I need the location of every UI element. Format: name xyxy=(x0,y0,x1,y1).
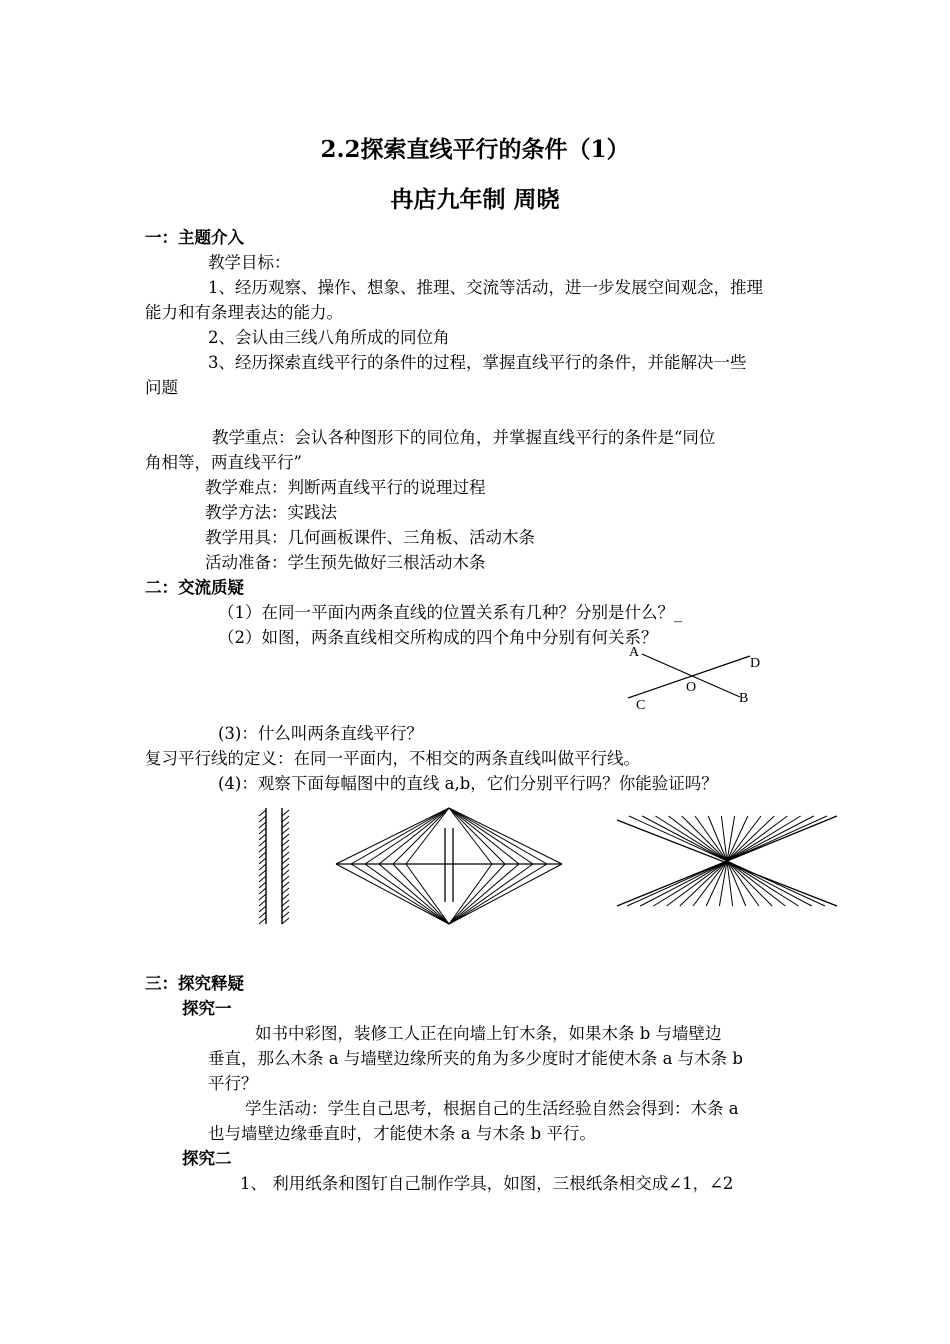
difficulty: 教学难点：判断两直线平行的说理过程 xyxy=(205,478,486,497)
hatch-mark xyxy=(259,876,266,882)
intersecting-lines-figure xyxy=(620,640,780,720)
hatch-mark xyxy=(282,918,289,924)
hatch-mark xyxy=(282,858,289,864)
rhombus-edge xyxy=(336,808,449,864)
hatch-mark xyxy=(282,900,289,906)
tools: 教学用具：几何画板课件、三角板、活动木条 xyxy=(205,528,535,547)
hatch-mark xyxy=(259,864,266,870)
hatch-mark xyxy=(282,816,289,822)
rhombus-edge xyxy=(406,864,449,924)
hatch-mark xyxy=(259,882,266,888)
label-c: C xyxy=(636,698,646,713)
hatch-mark xyxy=(259,846,266,852)
hatch-mark xyxy=(282,846,289,852)
method: 教学方法：实践法 xyxy=(205,503,337,522)
hatch-mark xyxy=(259,816,266,822)
rhombus-edge xyxy=(449,864,562,924)
label-d: D xyxy=(750,656,761,671)
rhombus-edge xyxy=(351,808,449,864)
rhombus-edge xyxy=(449,808,492,864)
section2-heading: 二：交流质疑 xyxy=(145,578,244,597)
explore-1-p1-line-b: 垂直，那么木条 a 与墙壁边缘所夹的角为多少度时才能使木条 a 与木条 b xyxy=(208,1049,743,1068)
rhombus-edge xyxy=(449,864,492,924)
hatch-mark xyxy=(259,912,266,918)
fan-lines-illusion-figure xyxy=(615,806,840,921)
hatch-mark xyxy=(259,828,266,834)
question-4: (4)：观察下面每幅图中的直线 a,b，它们分别平行吗？你能验证吗？ xyxy=(218,774,718,793)
rhombus-edge xyxy=(449,864,533,924)
explore-1-p1-line-a: 如书中彩图，装修工人正在向墙上钉木条，如果木条 b 与墙壁边 xyxy=(255,1024,722,1043)
document-subtitle: 冉店九年制 周晓 xyxy=(390,186,560,213)
hatch-mark xyxy=(282,888,289,894)
hatch-mark xyxy=(259,870,266,876)
hatch-mark xyxy=(282,840,289,846)
rhombus-edge xyxy=(393,864,449,924)
explore-1-heading: 探究一 xyxy=(182,999,232,1018)
hatched-parallel-lines-figure xyxy=(248,806,300,926)
document-title: 2.2探索直线平行的条件（1） xyxy=(320,136,630,163)
hatch-mark xyxy=(259,822,266,828)
explore-1-p2-line-a: 学生活动：学生自己思考，根据自己的生活经验自然会得到：木条 a xyxy=(245,1099,739,1118)
hatch-mark xyxy=(282,810,289,816)
section1-heading: 一：主题介入 xyxy=(145,228,244,247)
rhombus-edge xyxy=(379,864,449,924)
goal-3-line-a: 3、经历探索直线平行的条件的过程，掌握直线平行的条件，并能解决一些 xyxy=(208,353,747,372)
hatched-line-right xyxy=(282,808,289,924)
rhombus-edge xyxy=(449,864,547,924)
hatch-mark xyxy=(282,834,289,840)
explore-1-p2-line-b: 也与墙壁边缘垂直时，才能使木条 a 与木条 b 平行。 xyxy=(208,1124,596,1143)
rhombus-edge xyxy=(449,808,562,864)
rhombus-edge xyxy=(449,808,505,864)
question-3: (3)：什么叫两条直线平行？ xyxy=(218,724,423,743)
rhombus-edge xyxy=(365,808,449,864)
teaching-goal-label: 教学目标： xyxy=(208,253,291,272)
hatch-mark xyxy=(282,870,289,876)
hatched-line-left xyxy=(259,808,266,924)
hatch-mark xyxy=(282,882,289,888)
goal-1-line-a: 1、经历观察、操作、想象、推理、交流等活动，进一步发展空间观念，推理 xyxy=(208,278,763,297)
explore-2-heading: 探究二 xyxy=(182,1149,232,1168)
section3-heading: 三：探究释疑 xyxy=(145,974,244,993)
hatch-mark xyxy=(259,888,266,894)
rhombus-edge xyxy=(406,808,449,864)
question-1: （1）在同一平面内两条直线的位置关系有几种？分别是什么？_ xyxy=(218,603,683,622)
explore-1-p1-line-c: 平行？ xyxy=(208,1074,258,1093)
rhombus-edge xyxy=(365,864,449,924)
rhombus-edge xyxy=(449,864,505,924)
question-2: （2）如图，两条直线相交所构成的四个角中分别有何关系？ xyxy=(218,628,658,647)
parallel-definition: 复习平行线的定义：在同一平面内，不相交的两条直线叫做平行线。 xyxy=(145,749,640,768)
hatch-mark xyxy=(259,906,266,912)
hatch-mark xyxy=(282,912,289,918)
hatch-mark xyxy=(282,894,289,900)
hatch-mark xyxy=(282,864,289,870)
nested-rhombus-lines xyxy=(336,808,562,924)
label-b: B xyxy=(739,691,749,706)
label-a: A xyxy=(629,645,640,660)
hatch-mark xyxy=(282,906,289,912)
hatch-mark xyxy=(282,828,289,834)
hatch-mark xyxy=(259,918,266,924)
rhombus-edge xyxy=(379,808,449,864)
hatch-mark xyxy=(259,852,266,858)
rhombus-edge xyxy=(393,808,449,864)
goal-1-line-b: 能力和有条理表达的能力。 xyxy=(145,303,343,322)
goal-3-line-b: 问题 xyxy=(145,378,178,397)
rhombus-edge xyxy=(351,864,449,924)
hatch-mark xyxy=(259,858,266,864)
rhombus-edge xyxy=(449,864,519,924)
preparation: 活动准备：学生预先做好三根活动木条 xyxy=(205,553,486,572)
explore-2-p1: 1、 利用纸条和图钉自己制作学具，如图，三根纸条相交成∠1，∠2 xyxy=(240,1174,734,1193)
rhombus-edge xyxy=(336,864,449,924)
key-point-line-b: 角相等，两直线平行” xyxy=(145,453,302,472)
hatch-mark xyxy=(282,822,289,828)
rhombus-edge xyxy=(449,808,547,864)
hatch-mark xyxy=(259,810,266,816)
hatch-mark xyxy=(259,840,266,846)
label-o: O xyxy=(686,680,697,695)
rhombus-illusion-figure xyxy=(332,806,566,926)
hatch-mark xyxy=(282,852,289,858)
fan-lines xyxy=(617,816,837,906)
rhombus-edge xyxy=(449,808,519,864)
hatch-mark xyxy=(259,900,266,906)
rhombus-edge xyxy=(449,808,533,864)
key-point-line-a: 教学重点：会认各种图形下的同位角，并掌握直线平行的条件是“同位 xyxy=(212,428,716,447)
hatch-mark xyxy=(282,876,289,882)
hatch-mark xyxy=(259,894,266,900)
hatch-mark xyxy=(259,834,266,840)
goal-2: 2、会认由三线八角所成的同位角 xyxy=(208,328,450,347)
